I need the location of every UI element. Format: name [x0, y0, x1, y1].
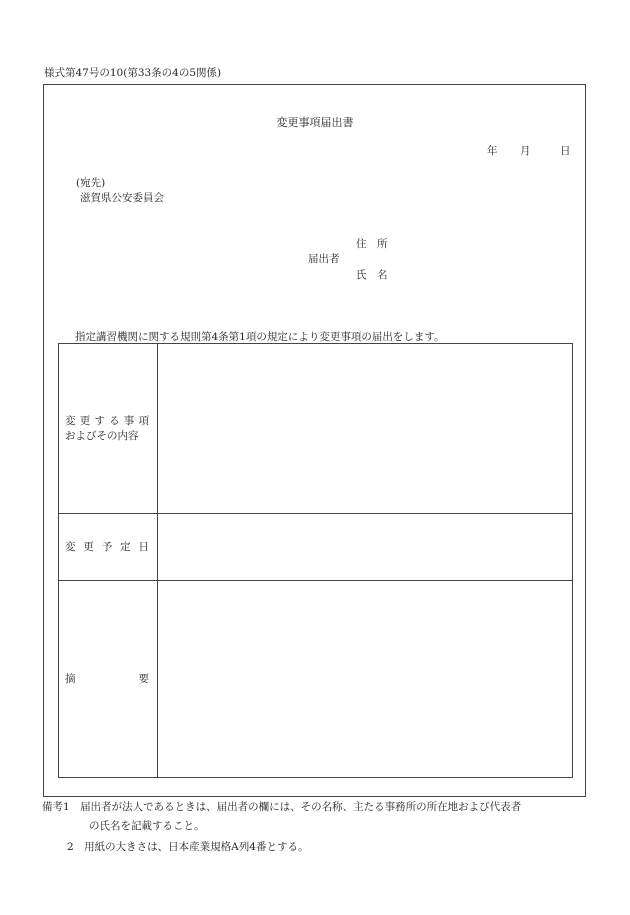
changed-item-value[interactable]: [158, 344, 573, 514]
note-1-continued: の氏名を記載すること。: [89, 820, 205, 832]
change-details-table: [58, 343, 573, 778]
changed-item-label-cell: [59, 344, 158, 514]
note-2: 2 用紙の大きさは、日本産業規格A列4番とする。: [67, 841, 309, 853]
date-month-label: 月: [520, 145, 531, 157]
submitter-name-label: 氏 名: [356, 269, 388, 281]
addressee-label: (宛先): [76, 177, 106, 189]
note-1: 備考1 届出者が法人であるときは、届出者の欄には、その名称、主たる事務所の所在地および代表者: [42, 801, 522, 813]
statement-text: 指定講習機関に関する規則第4条第1項の規定により変更事項の届出をします。: [75, 331, 445, 343]
planned-date-value[interactable]: [158, 514, 573, 581]
table-row: [59, 581, 573, 778]
changed-item-label-line2: およびその内容: [65, 429, 139, 442]
table-row: [59, 514, 573, 581]
remarks-label: 摘要: [65, 672, 149, 685]
remarks-value[interactable]: [158, 581, 573, 778]
date-day-label: 日: [560, 145, 571, 157]
table-row: [59, 344, 573, 514]
form-reference: 様式第47号の10(第33条の4の5関係): [44, 67, 222, 79]
changed-item-label: 変更する事項: [65, 414, 149, 427]
submitter-label: 届出者: [308, 253, 340, 265]
date-year-label: 年: [487, 145, 498, 157]
planned-date-label: 変更予定日: [65, 540, 149, 553]
addressee-name: 滋賀県公安委員会: [80, 192, 164, 204]
planned-date-label-cell: [59, 514, 158, 581]
page-title: 変更事項届出書: [276, 116, 354, 129]
remarks-label-cell: [59, 581, 158, 778]
submitter-address-label: 住 所: [356, 238, 388, 250]
